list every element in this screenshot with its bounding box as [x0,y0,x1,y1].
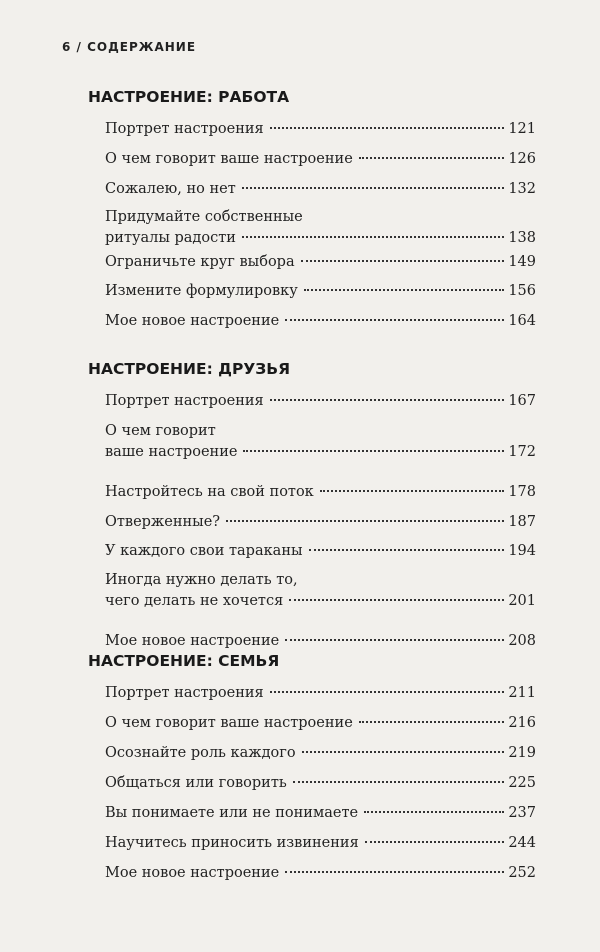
entry-title: Настройтесь на свой поток [105,484,314,500]
dot-leader [320,490,505,492]
page-number: 219 [508,745,536,761]
dot-leader [242,236,504,238]
toc-entry [105,570,536,612]
section-title: НАСТРОЕНИЕ: РАБОТА [88,88,290,106]
dot-leader [270,691,505,693]
toc-entry [105,833,536,854]
dot-leader [270,399,505,401]
toc-entry [105,683,536,704]
page-number: 187 [508,514,536,530]
toc-entry [105,149,536,170]
toc-entry [105,421,536,463]
entry-title: Мое новое настроение [105,313,280,329]
toc-entry [105,119,536,140]
toc-entry [105,207,536,249]
page-number: 208 [508,633,536,649]
entry-title: Ограничьте круг выбора [105,254,295,270]
page-number: 138 [508,230,536,246]
toc-entry [105,773,536,794]
dot-leader [365,841,505,843]
toc-entry [105,311,536,332]
page-number: 211 [508,685,536,701]
dot-leader [285,639,504,641]
entry-title: У каждого свои тараканы [105,543,303,559]
entry-title: Отверженные? [105,514,221,530]
page-number: 194 [508,543,536,559]
page-number: 252 [508,865,536,881]
entry-title: О чем говорит ваше настроение [105,715,353,731]
entry-title: Портрет настроения [105,685,264,701]
dot-leader [285,319,504,321]
toc-entry [105,713,536,734]
entry-title: Общаться или говорить [105,775,287,791]
page-number: 132 [508,181,536,197]
page-number: 126 [508,151,536,167]
toc-entry [105,512,536,533]
dot-leader [285,871,504,873]
page-number: 216 [508,715,536,731]
entry-title: ритуалы радости [105,230,236,246]
dot-leader [309,549,505,551]
page-number: 201 [508,593,536,609]
running-head: 6 / СОДЕРЖАНИЕ [62,40,197,54]
toc-entry [105,631,536,652]
dot-leader [243,450,504,452]
dot-leader [302,751,505,753]
entry-title: Мое новое настроение [105,633,280,649]
dot-leader [270,127,505,129]
page-number: 164 [508,313,536,329]
page-number: 178 [508,484,536,500]
entry-title: чего делать не хочется [105,593,284,609]
page-number: 237 [508,805,536,821]
dot-leader [242,187,505,189]
entry-title-line: О чем говорит [105,423,216,439]
dot-leader [301,260,505,262]
section-title: НАСТРОЕНИЕ: ДРУЗЬЯ [88,360,291,378]
entry-title: Мое новое настроение [105,865,280,881]
entry-title: Портрет настроения [105,121,264,137]
entry-title: Измените формулировку [105,283,298,299]
entry-title: Портрет настроения [105,393,264,409]
section-title: НАСТРОЕНИЕ: СЕМЬЯ [88,652,280,670]
toc-entry [105,803,536,824]
entry-title-line: Иногда нужно делать то, [105,572,298,588]
entry-title: Научитесь приносить извинения [105,835,359,851]
dot-leader [289,599,504,601]
dot-leader [226,520,504,522]
toc-entry [105,252,536,273]
page-number: 149 [508,254,536,270]
page-number: 167 [508,393,536,409]
page-number: 244 [508,835,536,851]
dot-leader [359,157,505,159]
toc-entry [105,281,536,302]
toc-entry [105,482,536,503]
page-number: 172 [508,444,536,460]
entry-title: О чем говорит ваше настроение [105,151,353,167]
page-number: 225 [508,775,536,791]
dot-leader [359,721,505,723]
entry-title-line: Придумайте собственные [105,209,303,225]
page-number: 121 [508,121,536,137]
toc-entry [105,179,536,200]
toc-entry [105,743,536,764]
entry-title: Вы понимаете или не понимаете [105,805,359,821]
dot-leader [293,781,505,783]
toc-entry [105,391,536,412]
toc-entry [105,863,536,884]
entry-title: ваше настроение [105,444,238,460]
dot-leader [364,811,504,813]
page-number: 156 [508,283,536,299]
entry-title: Осознайте роль каждого [105,745,296,761]
entry-title: Сожалею, но нет [105,181,236,197]
toc-entry [105,541,536,562]
dot-leader [304,289,505,291]
